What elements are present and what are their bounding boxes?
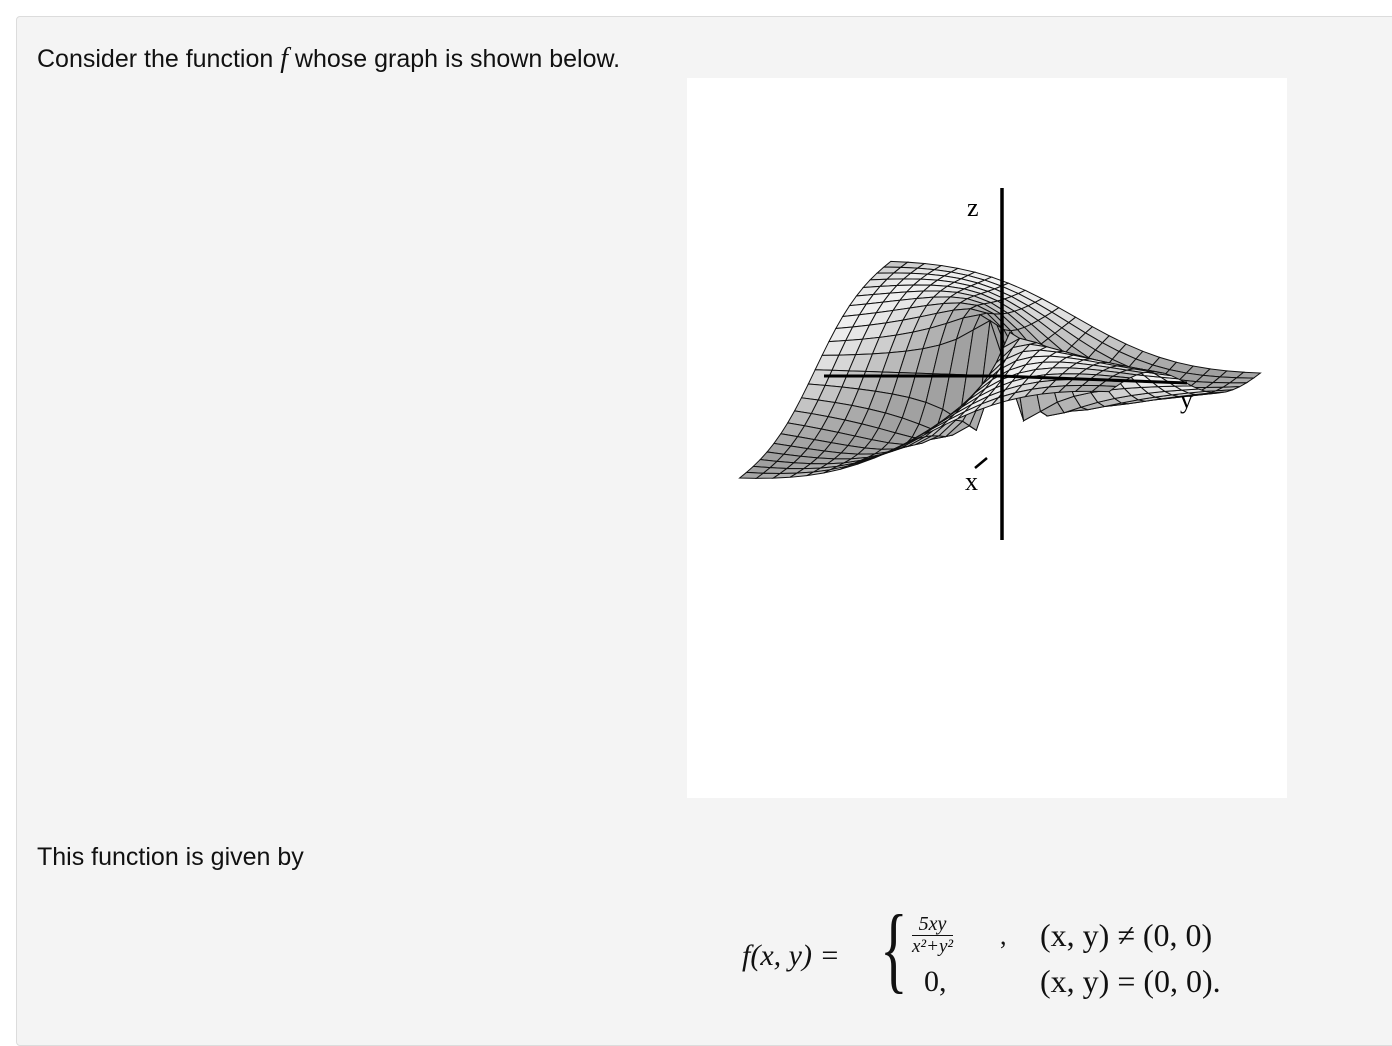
piecewise-formula xyxy=(742,895,1262,1015)
y-axis-label: y xyxy=(1180,385,1193,414)
surface-plot-svg xyxy=(687,78,1287,798)
formula-lhs: f(x, y) = xyxy=(742,939,840,972)
left-brace: { xyxy=(880,895,908,1002)
case1-comma: , xyxy=(1000,921,1007,950)
x-axis-label: x xyxy=(965,467,978,496)
function-variable: f xyxy=(280,43,288,74)
question-panel xyxy=(16,16,1392,1046)
case2-value: 0, xyxy=(924,965,947,998)
case2-condition: (x, y) = (0, 0). xyxy=(1040,963,1221,999)
surface-graph xyxy=(687,78,1287,798)
case1-condition: (x, y) ≠ (0, 0) xyxy=(1040,917,1213,953)
surface-mesh xyxy=(740,261,1261,478)
fraction-denominator: x²+y² xyxy=(912,936,954,957)
intro-text: Consider the function f whose graph is shown below. xyxy=(37,43,621,74)
given-text: This function is given by xyxy=(37,843,304,871)
fraction-numerator: 5xy xyxy=(912,913,953,936)
z-axis-label: z xyxy=(967,193,979,222)
case1-fraction xyxy=(912,913,953,958)
